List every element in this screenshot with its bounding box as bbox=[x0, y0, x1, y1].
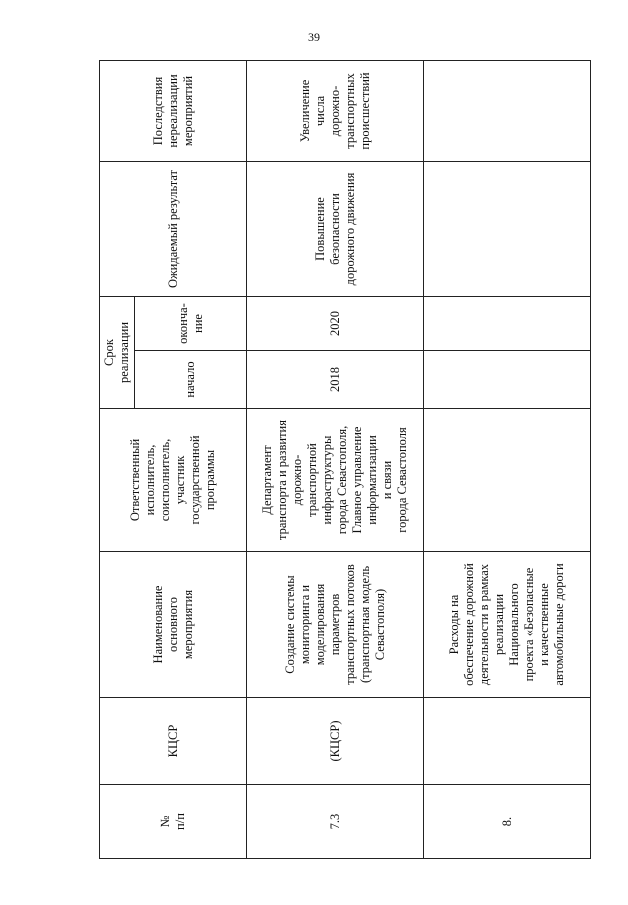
cell-term-start: 2018 bbox=[247, 351, 424, 409]
table-row bbox=[424, 61, 591, 859]
cell-activity-name: Расходы на обеспечение дорожной деятельности в рамках реализации Национального проекта «Безопасные и качественные автомобильные дороги bbox=[424, 552, 591, 698]
table-header-row bbox=[100, 61, 135, 859]
cell-activity-name: Создание системы мониторинга и моделирования параметров транспортных потоков (транспортная модель Севастополя) bbox=[247, 552, 424, 698]
header-num: № п/п bbox=[100, 785, 247, 859]
cell-term-start bbox=[424, 351, 591, 409]
header-term-end: оконча- ние bbox=[135, 297, 247, 351]
page-number: 39 bbox=[308, 30, 320, 44]
header-activity-name: Наименование основного мероприятия bbox=[100, 552, 247, 698]
table-row bbox=[247, 61, 424, 859]
cell-num: 7.3 bbox=[247, 785, 424, 859]
header-expected-result: Ожидаемый результат bbox=[100, 162, 247, 297]
cell-expected-result: Повышение безопасности дорожного движения bbox=[247, 162, 424, 297]
cell-kcsr bbox=[424, 698, 591, 785]
header-kcsr: КЦСР bbox=[100, 698, 247, 785]
rotated-table-container bbox=[99, 61, 579, 859]
cell-kcsr: (КЦСР) bbox=[247, 698, 424, 785]
cell-num: 8. bbox=[424, 785, 591, 859]
header-consequences: Последствия нереализации мероприятий bbox=[100, 61, 247, 162]
cell-responsible bbox=[424, 409, 591, 552]
cell-term-end: 2020 bbox=[247, 297, 424, 351]
program-activities-table bbox=[99, 60, 591, 859]
header-term: Срок реализации bbox=[100, 297, 135, 409]
cell-expected-result bbox=[424, 162, 591, 297]
cell-term-end bbox=[424, 297, 591, 351]
cell-consequences: Увеличение числа дорожно- транспортных происшествий bbox=[247, 61, 424, 162]
rotated-table-area bbox=[99, 61, 579, 859]
cell-consequences bbox=[424, 61, 591, 162]
header-term-start: начало bbox=[135, 351, 247, 409]
cell-responsible: Департамент транспорта и развития дорожно- транспортной инфраструктуры города Севастополя, Главное управление информатизации и связи города Севастополя bbox=[247, 409, 424, 552]
header-responsible: Ответственный исполнитель, соисполнитель, участник государственной программы bbox=[100, 409, 247, 552]
